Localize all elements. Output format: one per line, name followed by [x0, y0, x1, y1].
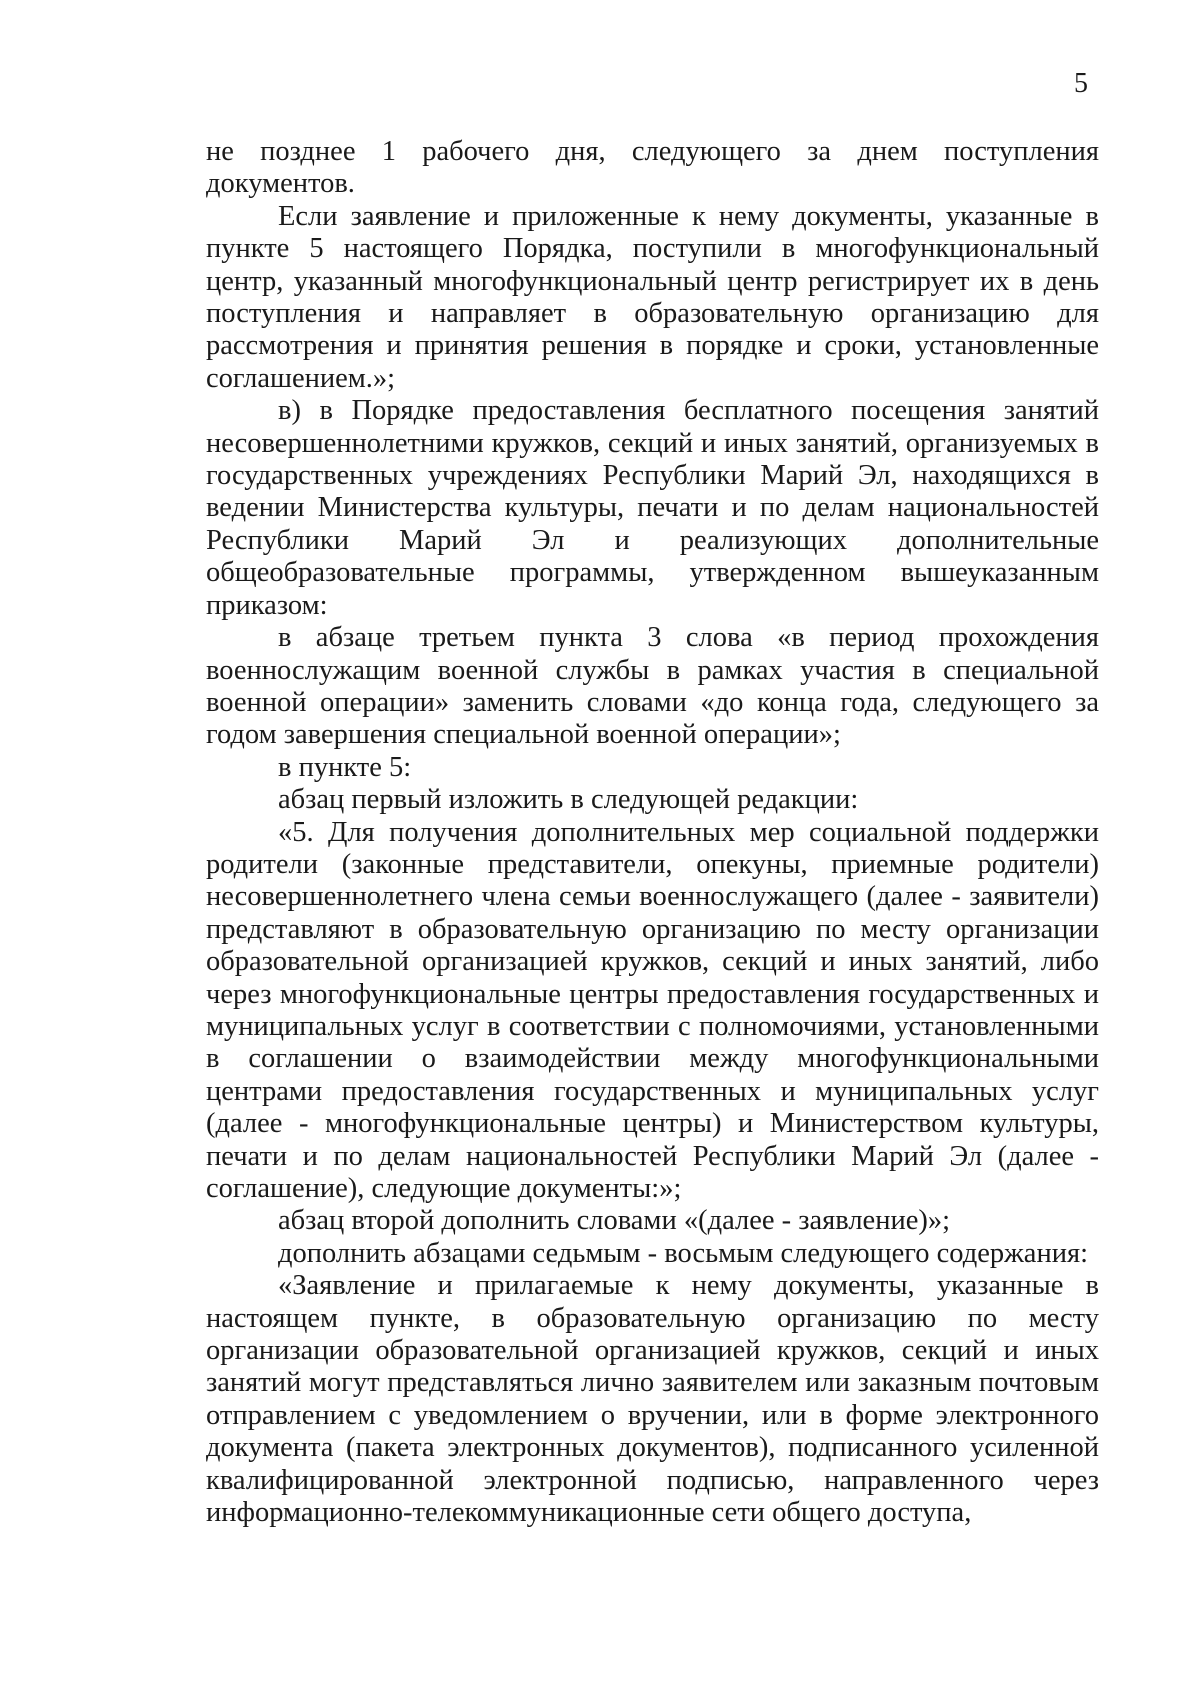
document-body — [206, 136, 1099, 1529]
paragraph-1: не позднее 1 рабочего дня, следующего за днем поступления документов. — [206, 136, 1099, 200]
paragraph-8: абзац второй дополнить словами «(далее - заявление)»; — [278, 1205, 951, 1237]
page-number: 5 — [1074, 68, 1088, 99]
paragraph-3: в) в Порядке предоставления бесплатного посещения занятий несовершеннолетними кружков, секций и иных занятий, организуемых в государственных учреждениях Республики Марий Эл, находящихся в ведении Министерства культуры, печати и по делам национальностей Республики Марий Эл и реализующих дополнительные общеобразовательные программы, утвержденном вышеуказанным приказом: — [206, 395, 1099, 621]
paragraph-5: в пункте 5: — [278, 751, 412, 783]
paragraph-10: «Заявление и прилагаемые к нему документы, указанные в настоящем пункте, в образовательную организацию по месту организации образовательной организацией кружков, секций и иных занятий могут представляться лично заявителем или заказным почтовым отправлением с уведомлением о вручении, или в форме электронного документа (пакета электронных документов), подписанного усиленной квалифицированной электронной подписью, направленного через информационно-телекоммуникационные сети общего доступа, — [206, 1270, 1099, 1529]
paragraph-9: дополнить абзацами седьмым - восьмым следующего содержания: — [278, 1237, 1088, 1269]
paragraph-6: абзац первый изложить в следующей редакции: — [278, 784, 859, 816]
paragraph-2: Если заявление и приложенные к нему документы, указанные в пункте 5 настоящего Порядка, поступили в многофункциональный центр, указанный многофункциональный центр регистрирует их в день поступления и направляет в образовательную организацию для рассмотрения и принятия решения в порядке и сроки, установленные соглашением.»; — [206, 200, 1099, 394]
paragraph-7: «5. Для получения дополнительных мер социальной поддержки родители (законные представители, опекуны, приемные родители) несовершеннолетнего члена семьи военнослужащего (далее - заявители) представляют в образовательную организацию по месту организации образовательной организацией кружков, секций и иных занятий, либо через многофункциональные центры предоставления государственных и муниципальных услуг в соответствии с полномочиями, установленными в соглашении о взаимодействии между многофункциональными центрами предоставления государственных и муниципальных услуг (далее - многофункциональные центры) и Министерством культуры, печати и по делам национальностей Республики Марий Эл (далее - соглашение), следующие документы:»; — [206, 816, 1099, 1204]
paragraph-4: в абзаце третьем пункта 3 слова «в период прохождения военнослужащим военной службы в рамках участия в специальной военной операции» заменить словами «до конца года, следующего за годом завершения специальной военной операции»; — [206, 622, 1099, 751]
